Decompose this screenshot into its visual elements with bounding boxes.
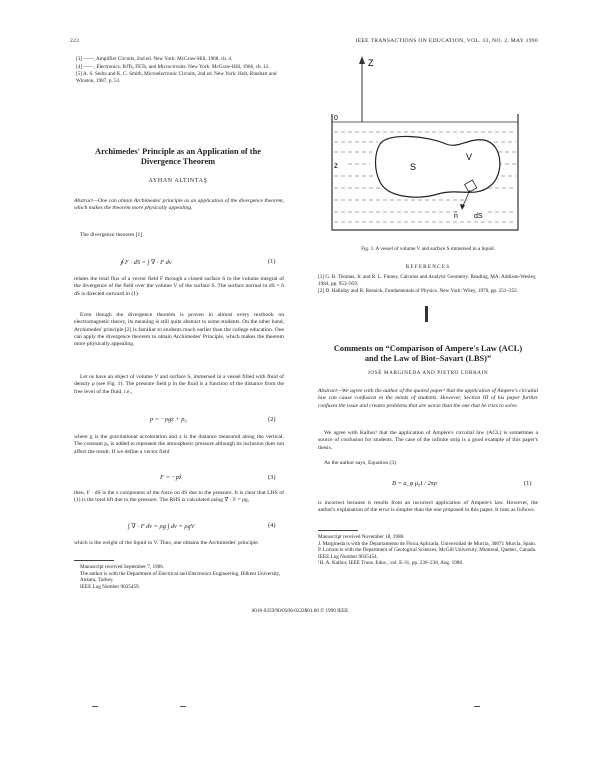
footnote: ¹H. A. Kalhor, IEEE Trans. Educ., vol. E-31, pp. 236–238, Aug. 1988. [318, 560, 464, 567]
article1-para-5: then, F · dS is the z component of the force on dS due to the pressure. It is clear that LHS of (1) is the total lift due to the pressure. The RHS is calculated using ∇ · F = ρg, [74, 490, 284, 504]
article1-para-2: Even though the divergence theorem is proven in almost every textbook on electromagnetic theory, its meaning is still quite abstract to some students. On the other hand, Archimedes' principle [2] is familiar to students much earlier than the college education. One can apply the divergence theorem to obtain Archimedes' Principle, which makes the theorem more physically appealing. [74, 312, 284, 348]
references-list [318, 274, 538, 296]
scan-mark [92, 706, 98, 707]
figure-1-caption: Fig. 1. A vessel of volume V and surface S immersed in a liquid. [361, 246, 495, 252]
normal-arrow-icon [460, 204, 465, 210]
equation-3: F = −pẑ [160, 474, 182, 481]
z-axis-label: Z [368, 58, 374, 68]
equation-2-number: (2) [268, 416, 276, 423]
article2-footnotes [318, 534, 538, 567]
element-label: dS [474, 213, 483, 220]
references-heading: REFERENCES [405, 264, 451, 270]
footnote: IEEE Log Number 9035459. [80, 583, 140, 590]
immersed-object [376, 136, 500, 197]
footnote: J. Margineda is with the Departamento de Física Aplicada, Universidad de Murcia, 30071 Murcia, Spain. [318, 540, 537, 547]
article1-para-4: where g is the gravitational acceleration and z is the distance measured along the vertical. The constant p₀ is added to represent the atmospheric pressure although its inclusion does not affect the result. If we define a vector field [74, 434, 284, 455]
journal-header: IEEE TRANSACTIONS ON EDUCATION, VOL. 33, NO. 2, MAY 1990 [355, 38, 538, 44]
equation-3-number: (3) [268, 474, 276, 481]
free-level-label: 0 [334, 115, 338, 122]
equation-1-number: (1) [268, 258, 276, 265]
article1-abstract: Abstract—One can obtain Archimedes' principle as an application of the divergence theorem, which makes the theorem more physically appealing. [74, 198, 284, 212]
reference-item: [4] ——, Electronics: BJTs, FETs, and Microcircuits. New York: McGraw-Hill, 1966, ch. 12. [76, 63, 270, 70]
footnote: Manuscript received November 18, 1988. [318, 534, 405, 540]
footnote-rule [318, 530, 358, 531]
article2-title-line2: and the Law of Biot–Savart (LBS)” [364, 354, 492, 363]
footnote-rule [74, 560, 114, 561]
article2-title-line1: Comments on “Comparison of Ampere's Law (ACL) [333, 344, 523, 353]
scan-mark [474, 706, 480, 707]
footnote: Manuscript received September 7, 1986. [80, 564, 165, 570]
article2-para-2: As the author says, Equation (3) [324, 460, 397, 466]
article2-author: JOSÉ MARGINEDA AND PIETRO LORRAIN [367, 370, 489, 376]
reference-item: [3] ——, Amplifier Circuits, 2nd ed. New York: McGraw-Hill, 1968, ch. 4. [76, 56, 233, 62]
section-ornament [425, 306, 428, 322]
reference-item: [2] D. Halliday and R. Resnick, Fundamentals of Physics. New York: Wiley, 1970, pp. 251–252. [318, 288, 519, 295]
normal-label: n̂ [454, 213, 458, 220]
article1-para-3: Let us have an object of volume V and surface S, immersed in a vessel filled with fluid of density ρ (see Fig. 1). The pressure field p in the fluid is a function of the distance from the free level of the fluid, i.e., [74, 374, 284, 395]
article2-abstract: Abstract—We agree with the author of the quoted paper¹ that the application of Ampere's circuital law can cause confusion in the minds of students. However, Section III of his paper further confuses the issue and creates problems that are worse than the one that he tries to solve. [318, 388, 538, 409]
depth-label: z [334, 161, 338, 170]
figure-1-diagram [318, 52, 538, 244]
article1-footnotes [80, 564, 284, 590]
footnote: The author is with the Department of Electrical and Electronics Engineering, Bilkent University, Ankara, Turkey. [80, 570, 281, 584]
article2-equation: B = a_φ μ₀I / 2πρ [392, 480, 437, 487]
volume-label: V [466, 152, 473, 162]
equation-1: ∮ F · dS = ∫ ∇ · F dv [120, 259, 172, 266]
article2-para-3: is incorrect because it results from an incorrect application of Ampere's law. However, the author's explanation of the error is simpler than the one proposed in this paper. It runs as follows. [318, 500, 538, 514]
scan-mark [180, 706, 186, 707]
article1-title-line2: Divergence Theorem [140, 157, 216, 166]
page-number: 222 [70, 38, 80, 44]
article2-para-1: We agree with Kalhor¹ that the application of Ampère's circuital law (ACL) is sometimes a source of confusion for students. The case of the infinite strip is a good example of this paper's thesis. [318, 430, 538, 451]
equation-4-number: (4) [268, 522, 276, 529]
article2-title [318, 344, 538, 364]
copyright-line: 0018-9359/90/0500-0222$01.00 © 1990 IEEE [251, 608, 349, 614]
reference-item: [1] G. B. Thomas, Jr. and R. L. Finney, Calculus and Analytic Geometry. Reading, MA: Addison-Wesley, 1984, pp. 953–959. [318, 274, 537, 287]
surface-label: S [410, 162, 417, 172]
equation-2: p = −ρgz + p₀ [150, 416, 187, 423]
article1-author: AYHAN ALTINTAŞ [148, 178, 208, 184]
article1-title-line1: Archimedes' Principle as an Application of the [95, 147, 261, 156]
footnote: P. Lorrain is with the Department of Geological Sciences, McGill University, Montreal, Quebec, Canada. [318, 547, 537, 554]
article1-title [72, 147, 284, 167]
equation-4: ∫ ∇ · F dv = ρg ∫ dv = ρgV [128, 523, 195, 530]
article1-para-1: relates the total flux of a vector field F through a closed surface S to the volume integral of the divergence of the field over the volume V of the surface S. The surface normal in dS = n̂ dS is directed outward in (1). [74, 276, 284, 297]
top-references [76, 56, 284, 85]
reference-item: [5] A. S. Sedra and K. C. Smith, Microelectronic Circuits, 2nd ed. New York: Holt, Rinehart and Winston, 1987, p. 51. [76, 71, 277, 84]
z-axis-arrow-icon [359, 56, 365, 64]
article2-equation-number: (1) [524, 480, 532, 487]
article1-intro: The divergence theorem [1] [80, 232, 143, 238]
footnote: IEEE Log Number 9035454. [318, 553, 378, 560]
article1-para-6: which is the weight of the liquid in V. Thus, one obtains the Archimedes' principle. [74, 540, 260, 546]
